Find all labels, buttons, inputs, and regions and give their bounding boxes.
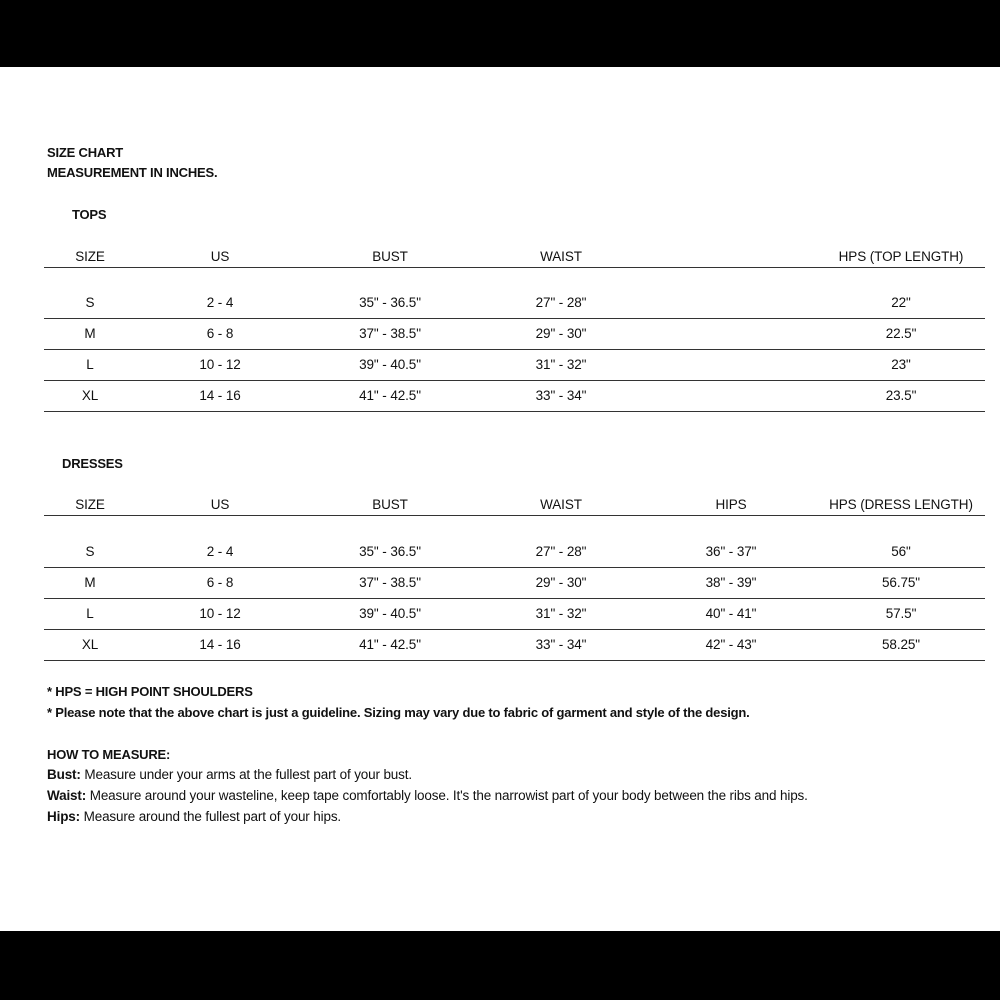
size-cell: M: [84, 326, 96, 341]
dresses-header-bust: BUST: [372, 497, 408, 512]
row-divider: [44, 629, 985, 630]
dresses-header-divider: [44, 515, 985, 516]
bottom-black-bar: [0, 931, 1000, 1000]
hps-cell: 22.5": [885, 326, 917, 341]
bust-cell: 37" - 38.5": [359, 326, 421, 341]
measurement-unit-subtitle: MEASUREMENT IN INCHES.: [47, 165, 218, 180]
tops-header-bust: BUST: [372, 249, 408, 264]
dresses-header-size: SIZE: [75, 497, 105, 512]
row-divider: [44, 411, 985, 412]
row-divider: [44, 380, 985, 381]
top-black-bar: [0, 0, 1000, 67]
bust-instruction-text: Measure under your arms at the fullest part of your bust.: [84, 767, 412, 782]
size-cell: M: [84, 575, 96, 590]
us-cell: 10 - 12: [199, 357, 241, 372]
tops-header-us: US: [210, 249, 230, 264]
row-divider: [44, 598, 985, 599]
hips-instruction-text: Measure around the fullest part of your hips.: [83, 809, 342, 824]
us-cell: 10 - 12: [199, 606, 241, 621]
bust-cell: 41" - 42.5": [359, 388, 421, 403]
size-cell: L: [86, 606, 94, 621]
us-cell: 6 - 8: [206, 575, 234, 590]
us-cell: 2 - 4: [206, 295, 234, 310]
us-cell: 14 - 16: [199, 637, 241, 652]
tops-header-waist: WAIST: [540, 249, 582, 264]
waist-cell: 29" - 30": [535, 326, 587, 341]
hps-cell: 23": [891, 357, 911, 372]
dresses-header-us: US: [210, 497, 230, 512]
size-cell: XL: [81, 388, 99, 403]
hips-cell: 36" - 37": [705, 544, 757, 559]
guideline-note: * Please note that the above chart is just a guideline. Sizing may vary due to fabric of garment and style of the design.: [47, 705, 750, 720]
hips-cell: 38" - 39": [705, 575, 757, 590]
tops-header-hps-top-length: HPS (TOP LENGTH): [838, 249, 964, 264]
size-cell: S: [85, 544, 95, 559]
waist-instruction: [47, 788, 808, 803]
size-chart-title: SIZE CHART: [47, 145, 124, 160]
waist-cell: 31" - 32": [535, 357, 587, 372]
hps-cell: 23.5": [885, 388, 917, 403]
us-cell: 2 - 4: [206, 544, 234, 559]
waist-cell: 33" - 34": [535, 637, 587, 652]
bust-term: Bust:: [47, 767, 81, 782]
hps-definition-note: * HPS = HIGH POINT SHOULDERS: [47, 684, 253, 699]
bust-cell: 41" - 42.5": [359, 637, 421, 652]
dresses-header-hips: HIPS: [715, 497, 747, 512]
hps-cell: 56.75": [882, 575, 920, 590]
waist-cell: 31" - 32": [535, 606, 587, 621]
size-cell: XL: [81, 637, 99, 652]
hps-cell: 57.5": [885, 606, 917, 621]
waist-term: Waist:: [47, 788, 87, 803]
bust-cell: 39" - 40.5": [359, 606, 421, 621]
tops-header-size: SIZE: [75, 249, 105, 264]
row-divider: [44, 349, 985, 350]
waist-cell: 29" - 30": [535, 575, 587, 590]
us-cell: 6 - 8: [206, 326, 234, 341]
how-to-measure-title: HOW TO MEASURE:: [47, 747, 171, 762]
bust-cell: 37" - 38.5": [359, 575, 421, 590]
bust-cell: 39" - 40.5": [359, 357, 421, 372]
dresses-header-waist: WAIST: [540, 497, 582, 512]
waist-cell: 27" - 28": [535, 544, 587, 559]
tops-section-title: TOPS: [72, 207, 107, 222]
dresses-section-title: DRESSES: [62, 456, 123, 471]
dresses-header-hps-dress-length: HPS (DRESS LENGTH): [829, 497, 973, 512]
row-divider: [44, 318, 985, 319]
size-cell: S: [85, 295, 95, 310]
waist-cell: 27" - 28": [535, 295, 587, 310]
tops-header-divider: [44, 267, 985, 268]
us-cell: 14 - 16: [199, 388, 241, 403]
bust-cell: 35" - 36.5": [359, 544, 421, 559]
hps-cell: 58.25": [882, 637, 920, 652]
waist-cell: 33" - 34": [535, 388, 587, 403]
row-divider: [44, 660, 985, 661]
bust-instruction: [47, 767, 412, 782]
bust-cell: 35" - 36.5": [359, 295, 421, 310]
size-cell: L: [86, 357, 94, 372]
hps-cell: 22": [891, 295, 911, 310]
waist-instruction-text: Measure around your wasteline, keep tape comfortably loose. It's the narrowist part of your body between the ribs and hips.: [89, 788, 808, 803]
hips-instruction: [47, 809, 341, 824]
hips-cell: 42" - 43": [705, 637, 757, 652]
hps-cell: 56": [891, 544, 911, 559]
row-divider: [44, 567, 985, 568]
hips-cell: 40" - 41": [705, 606, 757, 621]
hips-term: Hips:: [47, 809, 81, 824]
